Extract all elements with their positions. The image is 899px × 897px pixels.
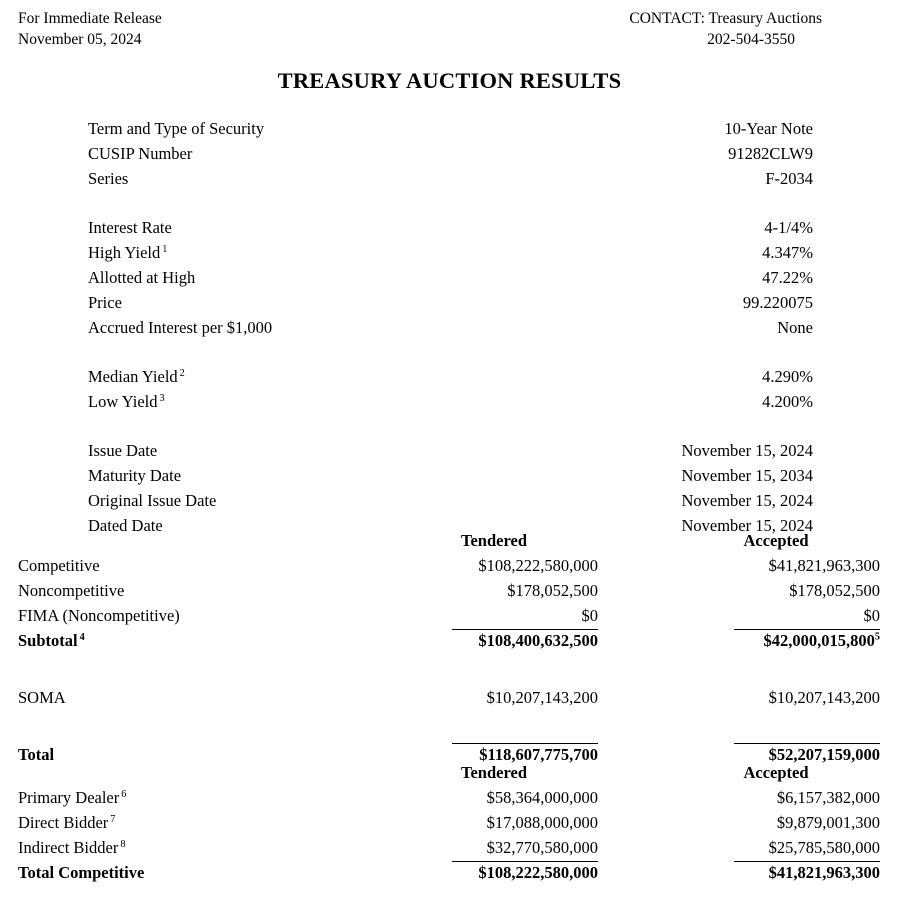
detail-label: Issue Date <box>88 441 158 460</box>
pricing-group <box>0 215 899 340</box>
row-label: Primary Dealer $^6$ <box>18 788 127 807</box>
table-header-row <box>0 528 899 553</box>
footnote-marker: 2 <box>179 367 185 379</box>
detail-value: None <box>777 318 813 337</box>
footnote-marker: 1 <box>162 243 168 255</box>
release-date: November 05, 2024 <box>18 31 142 48</box>
detail-row <box>0 364 899 389</box>
cell-accepted: $6,157,382,000 <box>776 788 880 807</box>
footnote-marker: 7 <box>110 813 116 825</box>
document-header <box>0 8 899 54</box>
cell-tendered: $118,607,775,700 <box>479 745 598 764</box>
detail-row <box>0 438 899 463</box>
release-status: For Immediate Release <box>18 10 162 27</box>
cell-accepted: $9,879,001,300 <box>776 813 880 832</box>
cell-tendered: $108,400,632,500 <box>478 631 598 650</box>
table-row <box>0 785 899 810</box>
cell-accepted: $10,207,143,200 <box>768 688 880 707</box>
row-label: SOMA <box>18 688 66 707</box>
page-title: TREASURY AUCTION RESULTS <box>277 68 622 93</box>
detail-value: November 15, 2024 <box>681 516 813 535</box>
row-label: FIMA (Noncompetitive) <box>18 606 180 625</box>
detail-row <box>0 463 899 488</box>
cell-tendered: $58,364,000,000 <box>486 788 598 807</box>
detail-row <box>0 215 899 240</box>
footnote-marker: 6 <box>121 788 127 800</box>
footnote-marker: 5 <box>874 631 880 643</box>
summary-amounts-table <box>0 528 899 767</box>
cell-tendered: $10,207,143,200 <box>486 688 598 707</box>
detail-label: Allotted at High <box>88 268 196 287</box>
row-label: Indirect Bidder $^8$ <box>18 838 126 857</box>
detail-value: November 15, 2024 <box>681 491 813 510</box>
cell-tendered: $0 <box>581 606 598 625</box>
row-label: Competitive <box>18 556 100 575</box>
detail-label: Dated Date <box>88 516 163 535</box>
detail-row <box>0 389 899 414</box>
row-label: Total <box>18 745 55 764</box>
detail-row <box>0 141 899 166</box>
table-row <box>0 578 899 603</box>
detail-value: 91282CLW9 <box>728 144 813 163</box>
row-label: Noncompetitive <box>18 581 125 600</box>
security-identification-group <box>0 116 899 191</box>
cell-accepted: $52,207,159,000 <box>768 745 880 764</box>
cell-tendered: $108,222,580,000 <box>478 863 598 882</box>
detail-row <box>0 488 899 513</box>
cell-accepted: $0 <box>863 606 880 625</box>
table-header-row <box>0 760 899 785</box>
subtotal-row <box>0 628 899 653</box>
cell-accepted: $42,000,015,800$^5$ <box>763 631 880 650</box>
detail-row <box>0 116 899 141</box>
detail-row <box>0 240 899 265</box>
row-label: Direct Bidder $^7$ <box>18 813 116 832</box>
yields-group <box>0 364 899 414</box>
column-header-tendered: Tendered <box>460 531 528 550</box>
detail-value: 10-Year Note <box>724 119 813 138</box>
column-header-tendered: Tendered <box>460 763 528 782</box>
footnote-marker: 4 <box>79 631 85 643</box>
detail-label: Accrued Interest per $1,000 <box>88 318 273 337</box>
contact-phone: 202-504-3550 <box>707 31 795 48</box>
detail-label: High Yield $^1$ <box>88 243 168 262</box>
detail-value: F-2034 <box>765 169 813 188</box>
detail-value: 4.347% <box>762 243 813 262</box>
contact-name: CONTACT: Treasury Auctions <box>629 10 822 27</box>
spacer-row <box>0 653 899 685</box>
detail-value: 99.220075 <box>742 293 813 312</box>
footnote-marker: 3 <box>159 392 165 404</box>
detail-label: Term and Type of Security <box>88 119 265 138</box>
detail-value: 4-1/4% <box>764 218 813 237</box>
cell-accepted: $25,785,580,000 <box>768 838 880 857</box>
table-row <box>0 810 899 835</box>
cell-tendered: $108,222,580,000 <box>478 556 598 575</box>
cell-tendered: $178,052,500 <box>507 581 598 600</box>
cell-tendered: $32,770,580,000 <box>486 838 598 857</box>
detail-value: 4.290% <box>762 367 813 386</box>
competitive-bidders-table <box>0 760 899 885</box>
detail-label: Original Issue Date <box>88 491 217 510</box>
dates-group <box>0 438 899 538</box>
detail-row <box>0 166 899 191</box>
cell-accepted: $41,821,963,300 <box>768 863 880 882</box>
cell-accepted: $178,052,500 <box>789 581 880 600</box>
detail-label: Series <box>88 169 129 188</box>
detail-label: Interest Rate <box>88 218 172 237</box>
cell-tendered: $17,088,000,000 <box>486 813 598 832</box>
column-header-accepted: Accepted <box>743 763 809 782</box>
table-row <box>0 553 899 578</box>
row-label: Subtotal $^4$ <box>18 631 85 650</box>
detail-row <box>0 315 899 340</box>
spacer-row <box>0 710 899 742</box>
cell-accepted: $41,821,963,300 <box>768 556 880 575</box>
detail-value: November 15, 2024 <box>681 441 813 460</box>
row-label: Total Competitive <box>18 863 145 882</box>
contact-info-block <box>420 8 822 50</box>
detail-value: 47.22% <box>762 268 813 287</box>
detail-label: Low Yield $^3$ <box>88 392 165 411</box>
detail-label: Median Yield $^2$ <box>88 367 185 386</box>
table-row <box>0 835 899 860</box>
security-details-section <box>0 116 899 538</box>
detail-row <box>0 290 899 315</box>
column-header-accepted: Accepted <box>743 531 809 550</box>
detail-value: 4.200% <box>762 392 813 411</box>
detail-row <box>0 265 899 290</box>
soma-row <box>0 685 899 710</box>
total-competitive-row <box>0 860 899 885</box>
detail-label: CUSIP Number <box>88 144 193 163</box>
detail-label: Maturity Date <box>88 466 182 485</box>
detail-value: November 15, 2034 <box>681 466 813 485</box>
table-row <box>0 603 899 628</box>
footnote-marker: 8 <box>120 838 126 850</box>
release-info-block <box>18 8 162 50</box>
detail-label: Price <box>88 293 122 312</box>
